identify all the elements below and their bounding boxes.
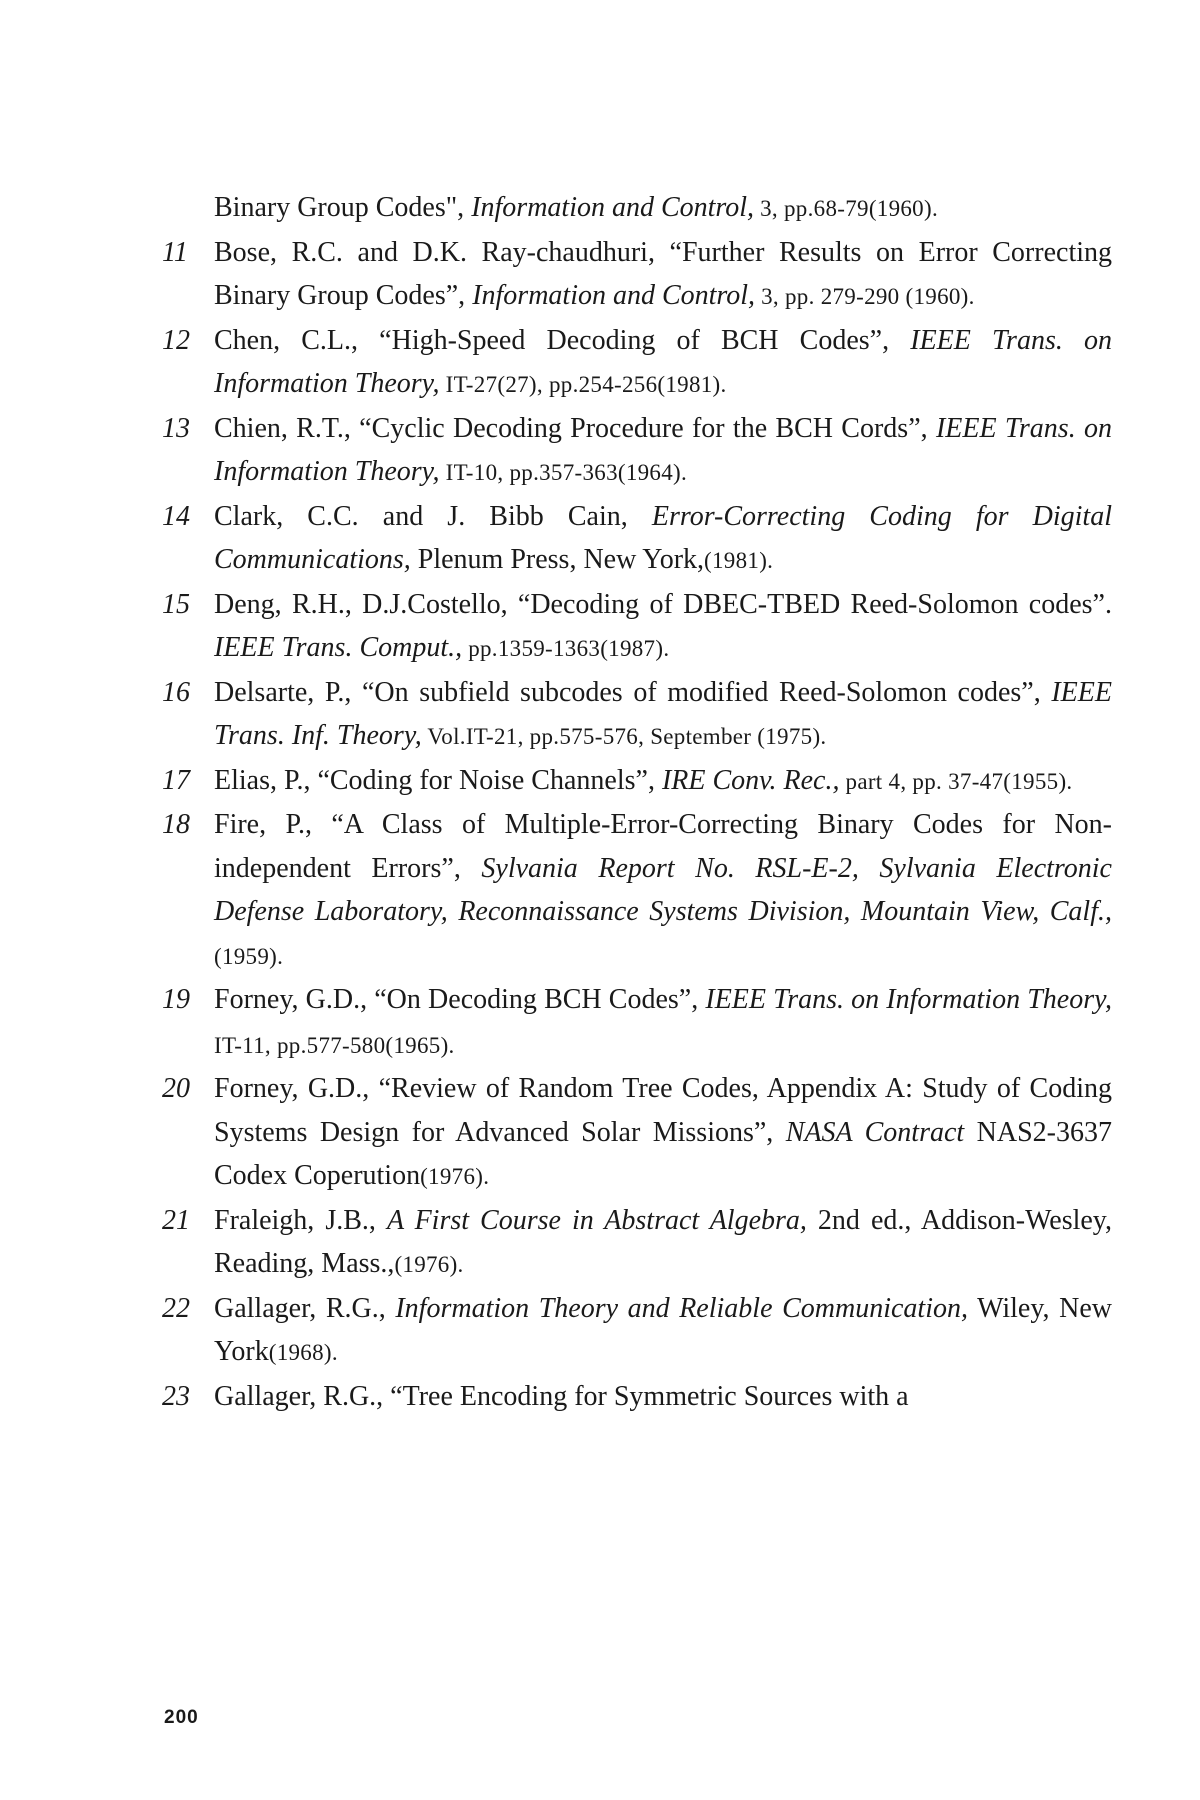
reference-title-italic: Sylvania Report No. RSL-E-2, Sylvania Electronic Defense Laboratory, Reconnaissance Systems Division, Mountain View, Calf.,	[214, 852, 1112, 927]
reference-entry-r12	[162, 319, 1112, 407]
reference-text: 2nd ed., Addison-Wesley, Reading, Mass.,	[214, 1204, 1112, 1279]
reference-entry-r16	[162, 671, 1112, 759]
reference-number: 18	[162, 809, 190, 840]
reference-text: Wiley, New York	[214, 1292, 1112, 1367]
reference-text: Binary Group Codes",	[214, 192, 472, 223]
reference-number: 12	[162, 324, 190, 356]
reference-number: 23	[162, 1380, 190, 1412]
reference-text: Bose, R.C. and D.K. Ray-chaudhuri, “Further Results on Error Correcting Binary Group Codes”,	[214, 236, 1112, 311]
reference-title-italic: Information Theory and Reliable Communication,	[395, 1292, 968, 1324]
reference-entry-r23	[162, 1375, 1112, 1419]
reference-number: 22	[162, 1292, 190, 1324]
reference-text: (1981).	[704, 548, 774, 573]
reference-title-italic: IEEE Trans. on Information Theory,	[214, 324, 1112, 399]
reference-text: Delsarte, P., “On subfield subcodes of modified Reed-Solomon codes”,	[214, 676, 1052, 708]
reference-entry-r11	[162, 231, 1112, 319]
reference-number: 20	[162, 1073, 190, 1104]
reference-entry-r21	[162, 1199, 1112, 1287]
reference-text: Deng, R.H., D.J.Costello, “Decoding of DBEC-TBED Reed-Solomon codes”.	[214, 588, 1112, 620]
reference-text: Elias, P., “Coding for Noise Channels”,	[214, 764, 662, 796]
reference-text: IT-11, pp.577-580(1965).	[214, 1032, 455, 1058]
reference-text: pp.1359-1363(1987).	[462, 636, 670, 661]
reference-number: 14	[162, 500, 190, 532]
reference-entry-r18	[162, 803, 1112, 978]
reference-text: (1976).	[394, 1252, 464, 1277]
reference-number: 15	[162, 588, 190, 620]
reference-number: 13	[162, 412, 190, 444]
reference-text: Vol.IT-21, pp.575-576, September (1975).	[421, 724, 827, 749]
reference-list	[162, 186, 1113, 1418]
reference-number: 17	[162, 764, 190, 796]
reference-title-italic: NASA Contract	[785, 1116, 965, 1148]
reference-text: Gallager, R.G., “Tree Encoding for Symmetric Sources with a	[214, 1380, 909, 1412]
reference-title-italic: Error-Correcting Coding for Digital Communications,	[214, 500, 1112, 575]
reference-entry-r13	[162, 407, 1112, 495]
reference-text: Clark, C.C. and J. Bibb Cain,	[214, 500, 652, 532]
reference-text: Forney, G.D., “On Decoding BCH Codes”,	[214, 984, 706, 1015]
reference-entry-r22	[162, 1287, 1112, 1375]
reference-title-italic: IEEE Trans. on Information Theory,	[214, 412, 1112, 487]
reference-text: 3, pp. 279-290 (1960).	[755, 284, 975, 309]
reference-title-italic: A First Course in Abstract Algebra,	[386, 1204, 807, 1236]
reference-title-italic: IRE Conv. Rec.,	[661, 764, 840, 796]
reference-text: Fire, P., “A Class of Multiple-Error-Correcting Binary Codes for Non-independent Errors”,	[214, 809, 1112, 884]
reference-text: part 4, pp. 37-47(1955).	[839, 768, 1073, 794]
reference-text: (1976).	[420, 1164, 490, 1189]
reference-text: Plenum Press, New York,	[410, 544, 705, 575]
reference-text: NAS2-3637 Codex Coperution	[214, 1116, 1112, 1191]
reference-text: (1959).	[214, 943, 284, 969]
reference-title-italic: Information and Control,	[471, 192, 755, 223]
reference-title-italic: IEEE Trans. Inf. Theory,	[214, 676, 1112, 751]
reference-entry-r19	[162, 978, 1113, 1067]
reference-entry-r17	[162, 759, 1112, 804]
reference-text: Chen, C.L., “High-Speed Decoding of BCH Codes”,	[214, 324, 911, 356]
reference-text: Forney, G.D., “Review of Random Tree Codes, Appendix A: Study of Coding Systems Design for Advanced Solar Missions”,	[214, 1073, 1112, 1148]
reference-title-italic: IEEE Trans. on Information Theory,	[705, 984, 1113, 1015]
reference-text: Fraleigh, J.B.,	[214, 1204, 387, 1236]
reference-entry-r15	[162, 583, 1112, 671]
reference-text: IT-27(27), pp.254-256(1981).	[439, 372, 727, 397]
reference-number: 19	[162, 984, 190, 1015]
reference-entry-r20	[162, 1067, 1112, 1199]
reference-title-italic: IEEE Trans. Comput.,	[214, 632, 463, 663]
page-number: 200	[164, 1707, 199, 1728]
reference-number: 11	[162, 236, 188, 268]
reference-number: 16	[162, 676, 190, 708]
reference-entry-r10	[168, 186, 1112, 231]
reference-text: (1968).	[268, 1340, 338, 1365]
reference-number: 21	[162, 1204, 190, 1236]
reference-text: IT-10, pp.357-363(1964).	[439, 460, 688, 485]
reference-title-italic: Information and Control,	[472, 280, 756, 311]
reference-text: Chien, R.T., “Cyclic Decoding Procedure for the BCH Cords”,	[214, 412, 936, 444]
reference-text: Gallager, R.G.,	[214, 1292, 396, 1324]
reference-text: 3, pp.68-79(1960).	[754, 196, 938, 221]
reference-entry-r14	[162, 495, 1112, 583]
